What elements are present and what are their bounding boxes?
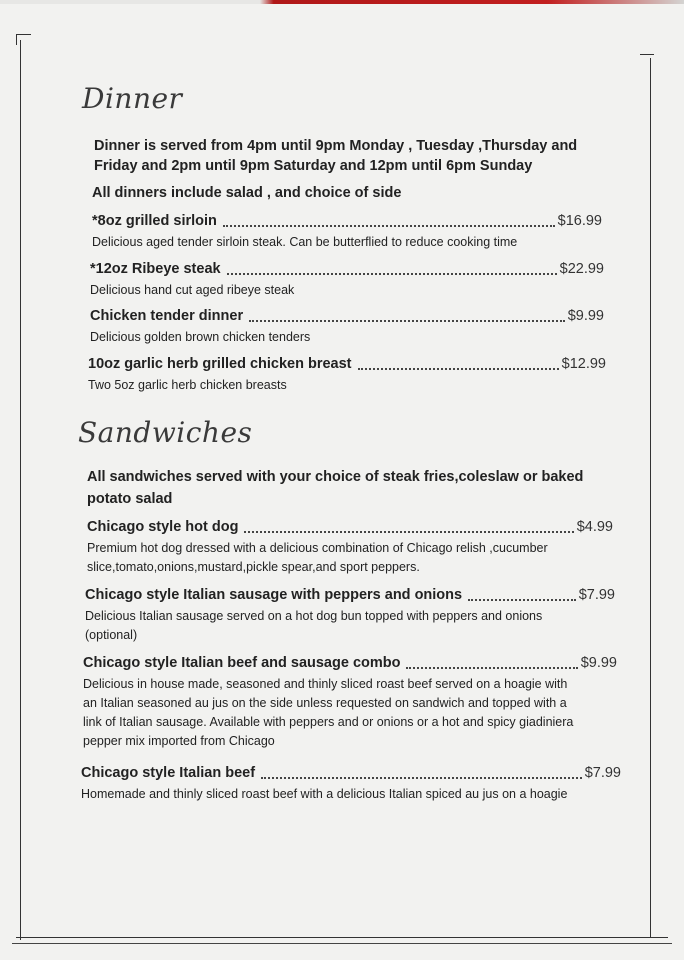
item-price: $9.99 <box>567 308 604 324</box>
item-price: $7.99 <box>578 587 615 603</box>
leader-dots <box>249 320 565 322</box>
sandwiches-intro: All sandwiches served with your choice of steak fries,coleslaw or baked potato salad <box>87 469 584 507</box>
item-name: Chicago style Italian sausage with peppers and onions <box>85 587 463 603</box>
item-price: $22.99 <box>559 261 604 277</box>
leader-dots <box>261 777 582 779</box>
frame-corner-top-left <box>16 34 31 45</box>
item-price: $4.99 <box>576 519 613 535</box>
sandwiches-title: Sandwiches <box>78 416 253 449</box>
item-name: *12oz Ribeye steak <box>90 261 221 277</box>
item-description: Delicious hand cut aged ribeye steak <box>90 283 295 297</box>
item-description: Delicious aged tender sirloin steak. Can be butterflied to reduce cooking time <box>92 235 518 249</box>
item-description: Delicious Italian sausage served on a hot dog bun topped with peppers and onions (optional) <box>85 609 543 642</box>
frame-border-bottom <box>16 937 668 938</box>
menu-item <box>90 259 604 300</box>
menu-item <box>85 585 615 645</box>
item-price: $9.99 <box>580 655 617 671</box>
dinner-hours: Dinner is served from 4pm until 9pm Monday , Tuesday ,Thursday and Friday and 2pm until 9pm Saturday and 12pm until 6pm Sunday <box>94 138 578 174</box>
leader-dots <box>223 225 555 227</box>
item-name: 10oz garlic herb grilled chicken breast <box>88 356 352 372</box>
frame-border-right <box>650 58 651 938</box>
leader-dots <box>358 368 559 370</box>
frame-border-left <box>20 40 21 940</box>
item-description: Delicious golden brown chicken tenders <box>90 330 311 344</box>
menu-item <box>92 211 602 252</box>
item-price: $7.99 <box>584 765 621 781</box>
item-name: Chicago style Italian beef and sausage combo <box>83 655 401 671</box>
dinner-includes: All dinners include salad , and choice of side <box>92 185 402 201</box>
item-name: Chicago style hot dog <box>87 519 239 535</box>
item-description: Homemade and thinly sliced roast beef with a delicious Italian spiced au jus on a hoagie <box>81 787 568 801</box>
item-price: $16.99 <box>557 213 602 229</box>
leader-dots <box>244 531 573 533</box>
menu-item <box>87 517 613 577</box>
menu-item <box>83 653 617 751</box>
menu-item <box>88 354 606 395</box>
menu-item <box>81 763 621 804</box>
menu-item <box>90 306 604 347</box>
item-name: Chicken tender dinner <box>90 308 244 324</box>
frame-border-bottom-outer <box>12 943 672 944</box>
leader-dots <box>406 667 577 669</box>
item-name: *8oz grilled sirloin <box>92 213 217 229</box>
leader-dots <box>227 273 557 275</box>
item-name: Chicago style Italian beef <box>81 765 256 781</box>
dinner-title: Dinner <box>82 82 183 115</box>
item-price: $12.99 <box>561 356 606 372</box>
leader-dots <box>468 599 576 601</box>
item-description: Premium hot dog dressed with a delicious combination of Chicago relish ,cucumber slice,tomato,onions,mustard,pickle spear,and sport peppers. <box>87 541 548 574</box>
item-description: Two 5oz garlic herb chicken breasts <box>88 378 287 392</box>
frame-corner-top-right <box>640 54 654 65</box>
item-description: Delicious in house made, seasoned and thinly sliced roast beef served on a hoagie with an Italian seasoned au jus on the side unless requested on sandwich and topped with a link of Italian sausage. Available with peppers and or onions or a hot and spicy giadiniera pepper mix imported from Chicago <box>83 677 574 748</box>
